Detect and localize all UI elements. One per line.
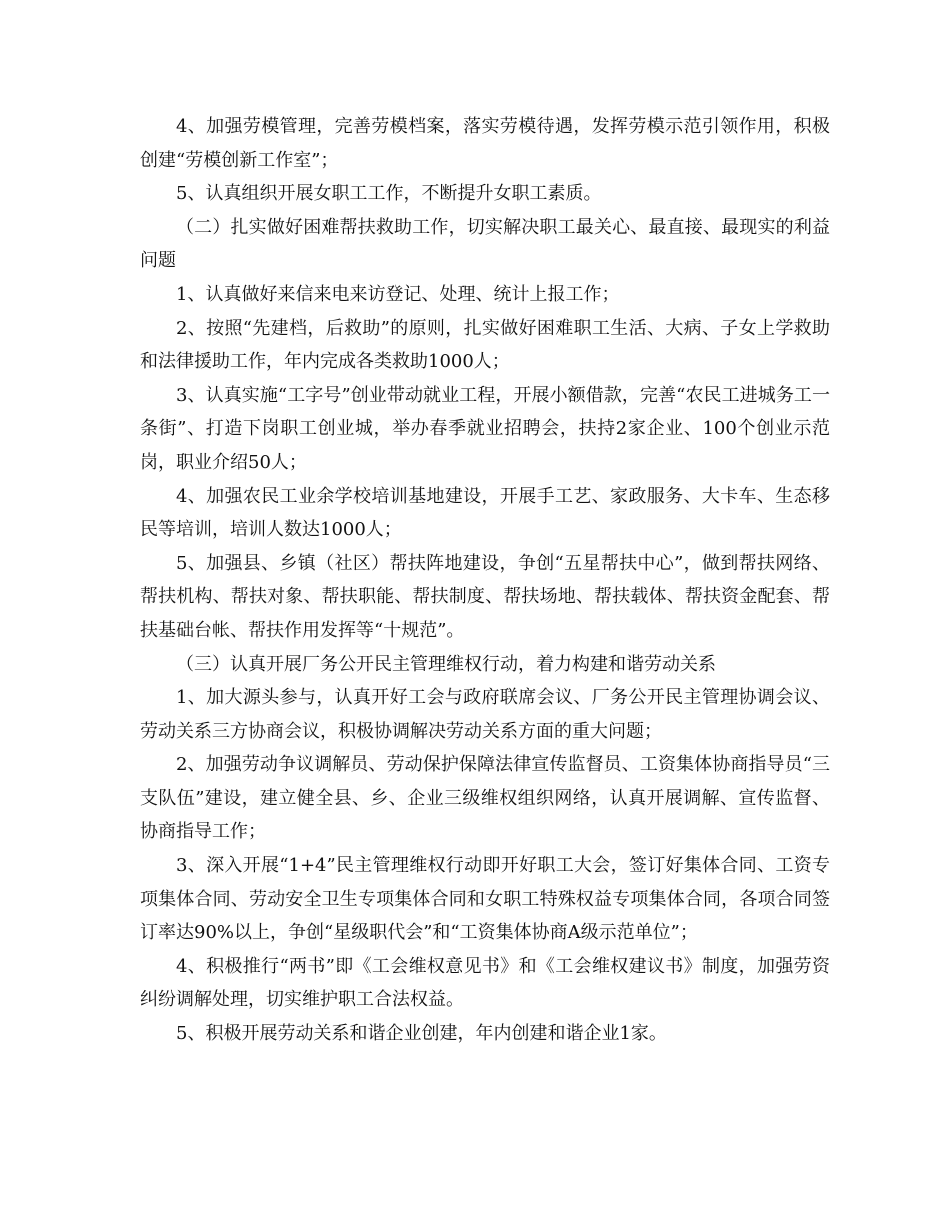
paragraph-item-1-visits: 1、认真做好来信来电来访登记、处理、统计上报工作；: [176, 283, 620, 305]
paragraph-item-3-democratic-management: 3、深入开展“1+4”民主管理维权行动即开好职工大会，签订好集体合同、工资专项集体合同、劳动安全卫生专项集体合同和女职工特殊权益专项集体合同，各项合同签订率达90%以上，争创“星级职代会”和“工资集体协商A级示范单位”；: [140, 855, 830, 944]
paragraph-item-2-three-teams: 2、加强劳动争议调解员、劳动保护保障法律宣传监督员、工资集体协商指导员“三支队伍”建设，建立健全县、乡、企业三级维权组织网络，认真开展调解、宣传监督、协商指导工作；: [140, 754, 830, 843]
paragraph-item-4-two-books: 4、积极推行“两书”即《工会维权意见书》和《工会维权建议书》制度，加强劳资纠纷调解处理，切实维护职工合法权益。: [140, 955, 830, 1011]
document-body: [140, 110, 830, 1051]
paragraph-item-4-training: 4、加强农民工业余学校培训基地建设，开展手工艺、家政服务、大卡车、生态移民等培训，培训人数达1000人；: [140, 485, 830, 541]
section-heading-3: （三）认真开展厂务公开民主管理维权行动，着力构建和谐劳动关系: [176, 653, 716, 675]
paragraph-item-2-assistance: 2、按照“先建档，后救助”的原则，扎实做好困难职工生活、大病、子女上学救助和法律援助工作，年内完成各类救助1000人；: [140, 317, 830, 373]
section-heading-2: （二）扎实做好困难帮扶救助工作，切实解决职工最关心、最直接、最现实的利益问题: [140, 216, 830, 272]
paragraph-item-1-source-participation: 1、加大源头参与，认真开好工会与政府联席会议、厂务公开民主管理协调会议、劳动关系三方协商会议，积极协调解决劳动关系方面的重大问题；: [140, 687, 830, 742]
paragraph-item-4-labor-model: 4、加强劳模管理，完善劳模档案，落实劳模待遇，发挥劳模示范引领作用，积极创建“劳模创新工作室”；: [140, 116, 830, 171]
paragraph-item-5-harmonious-enterprise: 5、积极开展劳动关系和谐企业创建，年内创建和谐企业1家。: [176, 1023, 667, 1045]
paragraph-item-5-assistance-base: 5、加强县、乡镇（社区）帮扶阵地建设，争创“五星帮扶中心”，做到帮扶网络、帮扶机构、帮扶对象、帮扶职能、帮扶制度、帮扶场地、帮扶载体、帮扶资金配套、帮扶基础台帐、帮扶作用发挥等“十规范”。: [140, 552, 830, 641]
paragraph-item-3-employment: 3、认真实施“工字号”创业带动就业工程，开展小额借款，完善“农民工进城务工一条街”、打造下岗职工创业城，举办春季就业招聘会，扶持2家企业、100个创业示范岗，职业介绍50人；: [140, 384, 830, 473]
paragraph-item-5-female-workers: 5、认真组织开展女职工工作，不断提升女职工素质。: [176, 183, 602, 205]
